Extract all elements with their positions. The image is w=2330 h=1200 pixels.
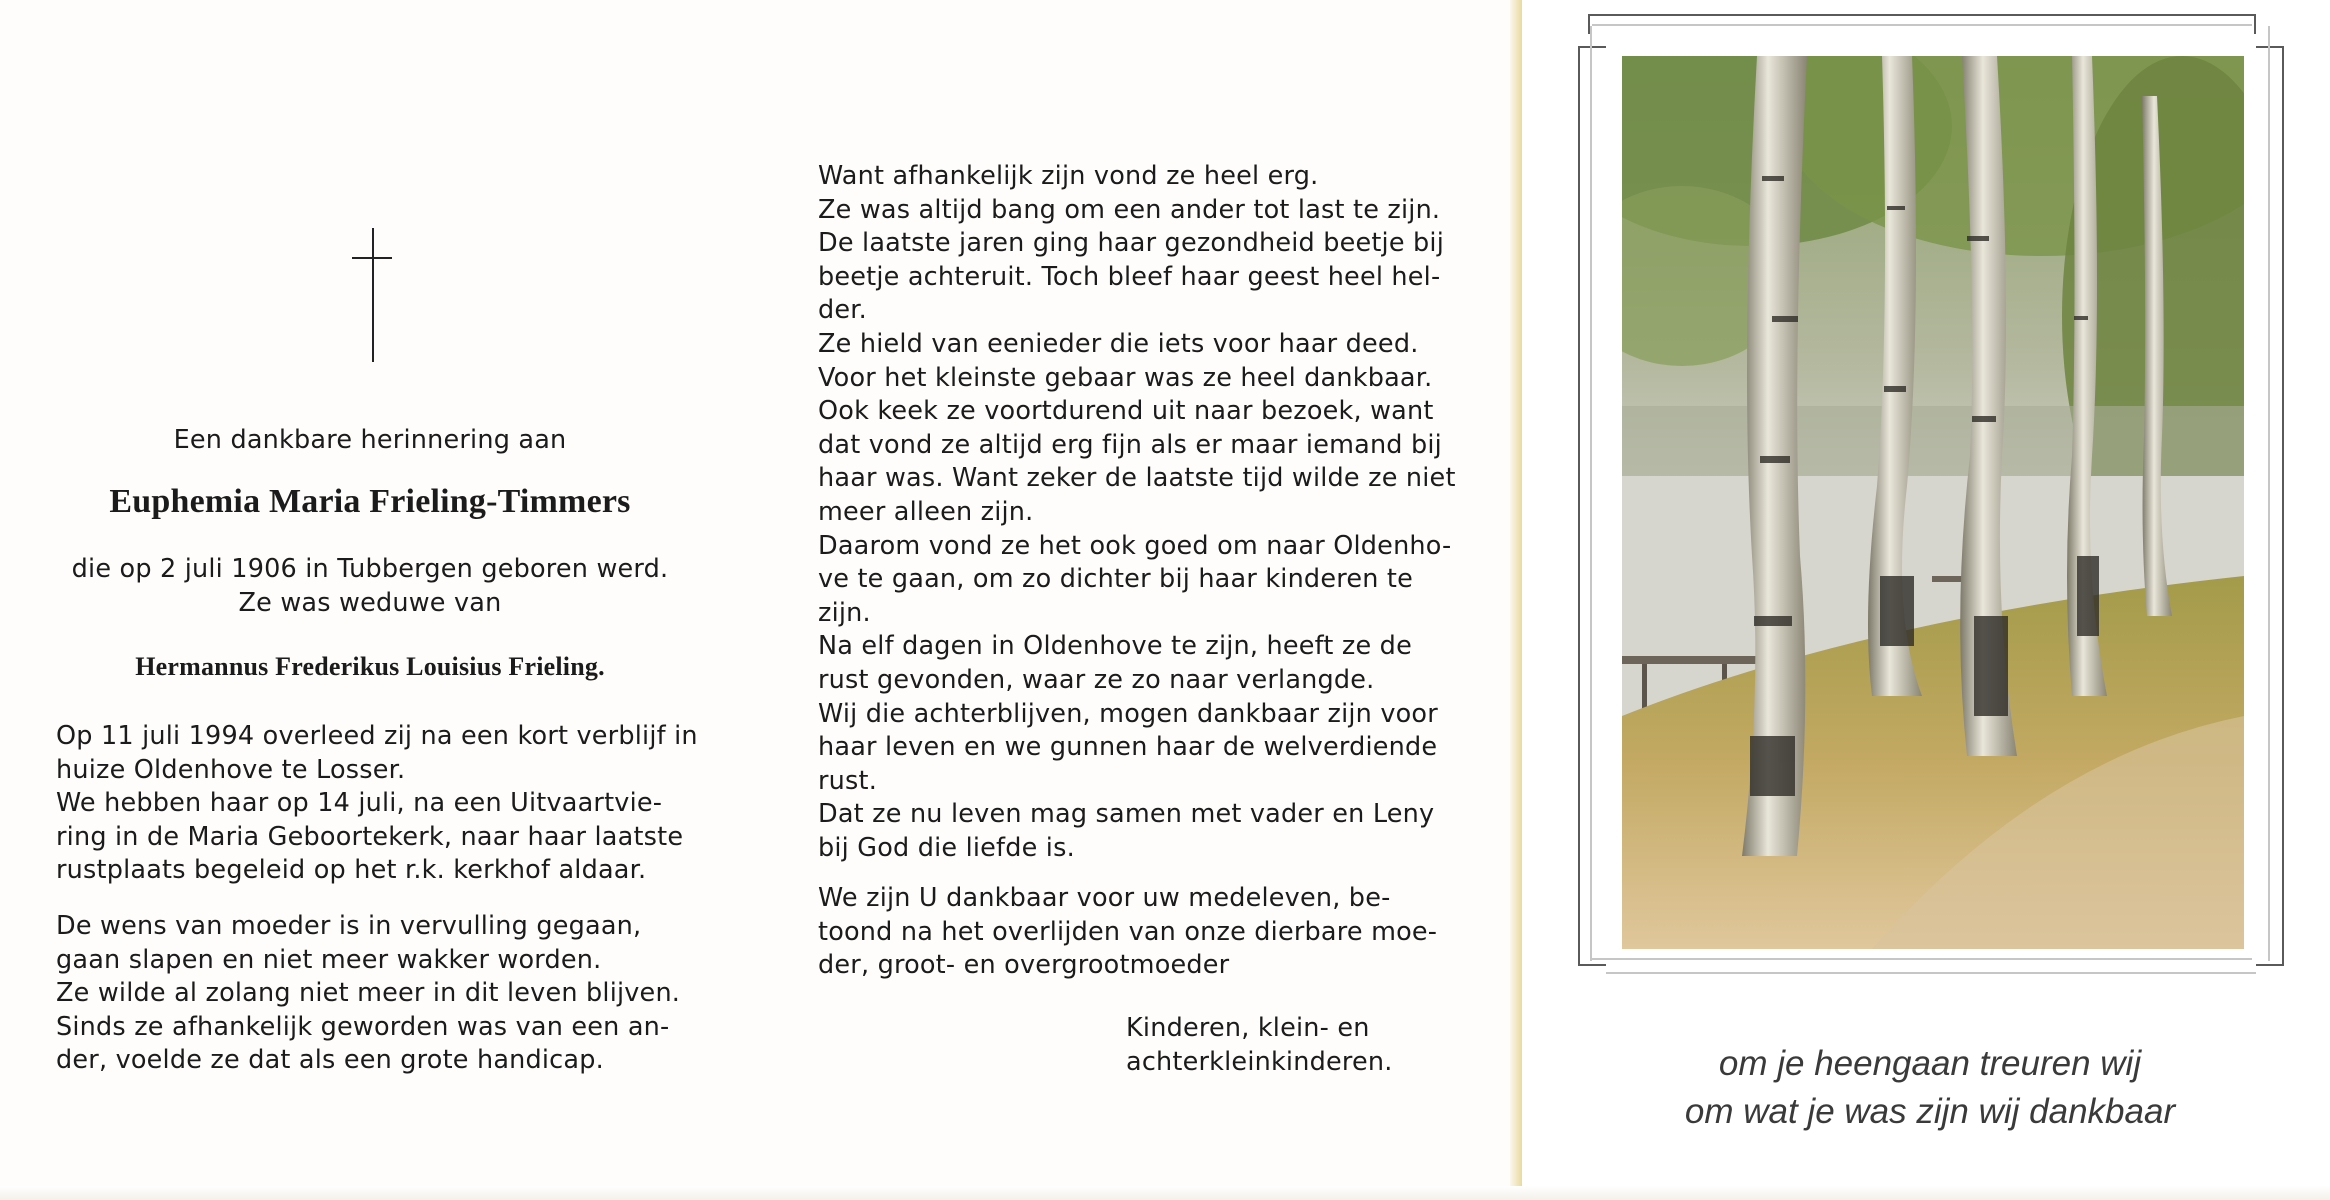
widow-line: Ze was weduwe van bbox=[238, 588, 502, 618]
birth-line: die op 2 juli 1906 in Tubbergen geboren werd. bbox=[71, 554, 669, 584]
deceased-name: Euphemia Maria Frieling-Timmers bbox=[109, 483, 631, 520]
caption-line-1: om je heengaan treuren wij bbox=[1718, 1044, 2142, 1083]
spouse-name: Hermannus Frederikus Louisius Frieling. bbox=[135, 652, 605, 681]
paragraph-thanks: We zijn U dankbaar voor uw medeleven, be- toond na het overlijden van onze dierbare moe- der, groot- en overgrootmoeder bbox=[818, 883, 1438, 981]
paragraph-life: Want afhankelijk zijn vond ze heel erg. Ze was altijd bang om een ander tot last te zijn. De laatste jaren ging haar gezondheid beetje bij beetje achteruit. Toch bleef haar geest heel hel- der. Ze hield van eenieder die iets voor haar deed. Voor het kleinste gebaar was ze heel dankbaar. Ook keek ze voortdurend uit naar bezoek, want dat vond ze altijd erg fijn als er maar iemand bij haar was. Want zeker de laatste tijd wilde ze niet meer alleen zijn. Daarom vond ze het ook goed om naar Oldenho- ve te gaan, om zo dichter bij haar kinderen te zijn. Na elf dagen in Oldenhove te zijn, heeft ze de rust gevonden, waar ze zo naar verlangde. Wij die achterblijven, mogen dankbaar zijn voor haar leven en we gunnen haar de welverdiende rust. Dat ze nu leven mag samen met vader en Leny bij God die liefde is. bbox=[818, 161, 1456, 863]
middle-panel bbox=[740, 0, 1515, 1200]
birch-lake-photo bbox=[1622, 56, 2244, 949]
paragraph-death: Op 11 juli 1994 overleed zij na een kort verblijf in huize Oldenhove te Losser. We hebben haar op 14 juli, na een Uitvaartvie- ring in de Maria Geboortekerk, naar haar laatste rustplaats begeleid op het r.k. kerkhof aldaar. bbox=[56, 721, 698, 886]
intro-line: Een dankbare herinnering aan bbox=[173, 425, 567, 455]
paper-edge bbox=[0, 1186, 2330, 1200]
paragraph-wish: De wens van moeder is in vervulling gegaan, gaan slapen en niet meer wakker worden. Ze wilde al zolang niet meer in dit leven blijven. Sinds ze afhankelijk geworden was van een an- der, voelde ze dat als een grote handicap. bbox=[56, 911, 681, 1076]
caption-line-2: om wat je was zijn wij dankbaar bbox=[1684, 1092, 2176, 1131]
left-panel bbox=[0, 0, 740, 1200]
signature: Kinderen, klein- en achterkleinkinderen. bbox=[1126, 1013, 1393, 1077]
cross-icon bbox=[352, 228, 392, 362]
